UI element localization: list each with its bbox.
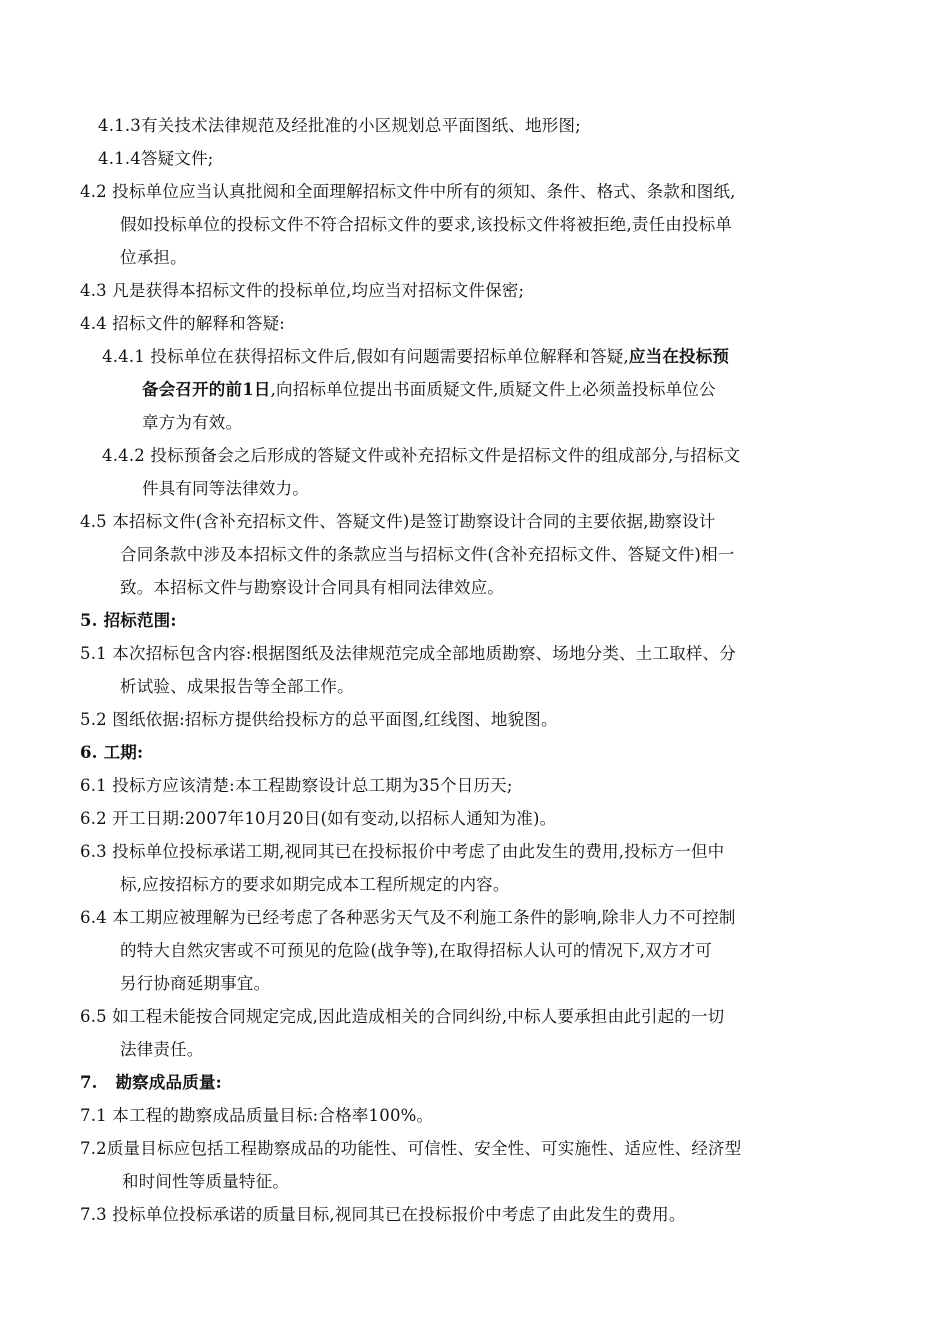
section-7-heading: 7. 勘察成品质量: (80, 1073, 222, 1092)
clause-4-2-line-2: 假如投标单位的投标文件不符合招标文件的要求,该投标文件将被拒绝,责任由投标单 (120, 215, 733, 234)
clause-6-1: 6.1 投标方应该清楚:本工程勘察设计总工期为35个日历天; (80, 776, 513, 795)
clause-4-4-2-line-2: 件具有同等法律效力。 (142, 479, 309, 498)
clause-4-4: 4.4 招标文件的解释和答疑: (80, 314, 286, 333)
clause-6-5-line-1: 6.5 如工程未能按合同规定完成,因此造成相关的合同纠纷,中标人要承担由此引起的一切 (80, 1007, 725, 1026)
clause-7-2-line-1: 7.2质量目标应包括工程勘察成品的功能性、可信性、安全性、可实施性、适应性、经济型 (80, 1139, 742, 1158)
clause-7-2-line-2: 和时间性等质量特征。 (122, 1172, 289, 1191)
clause-7-3: 7.3 投标单位投标承诺的质量目标,视同其已在投标报价中考虑了由此发生的费用。 (80, 1205, 686, 1224)
clause-4-5-line-1: 4.5 本招标文件(含补充招标文件、答疑文件)是签订勘察设计合同的主要依据,勘察设计 (80, 512, 716, 531)
clause-6-4-line-1: 6.4 本工期应被理解为已经考虑了各种恶劣天气及不利施工条件的影响,除非人力不可控制 (80, 908, 736, 927)
clause-4-1-3: 4.1.3有关技术法律规范及经批准的小区规划总平面图纸、地形图; (98, 116, 581, 135)
clause-7-1: 7.1 本工程的勘察成品质量目标:合格率100%。 (80, 1106, 434, 1125)
clause-4-4-2-line-1: 4.4.2 投标预备会之后形成的答疑文件或补充招标文件是招标文件的组成部分,与招标文 (102, 446, 741, 465)
clause-4-1-4: 4.1.4答疑文件; (98, 149, 214, 168)
clause-4-2-line-1: 4.2 投标单位应当认真批阅和全面理解招标文件中所有的须知、条件、格式、条款和图纸, (80, 182, 736, 201)
clause-5-1-line-1: 5.1 本次招标包含内容:根据图纸及法律规范完成全部地质勘察、场地分类、土工取样、分 (80, 644, 736, 663)
clause-6-3-line-2: 标,应按招标方的要求如期完成本工程所规定的内容。 (120, 875, 510, 894)
clause-4-4-1-line-1: 4.4.1 投标单位在获得招标文件后,假如有问题需要招标单位解释和答疑,应当在投标预 (102, 347, 730, 366)
clause-6-2: 6.2 开工日期:2007年10月20日(如有变动,以招标人通知为准)。 (80, 809, 557, 828)
clause-4-4-1-line-3: 章方为有效。 (142, 413, 243, 432)
clause-6-4-line-3: 另行协商延期事宜。 (120, 974, 271, 993)
clause-4-5-line-3: 致。本招标文件与勘察设计合同具有相同法律效应。 (120, 578, 505, 597)
clause-6-4-line-2: 的特大自然灾害或不可预见的危险(战争等),在取得招标人认可的情况下,双方才可 (120, 941, 712, 960)
section-6-heading: 6. 工期: (80, 743, 144, 762)
clause-5-1-line-2: 析试验、成果报告等全部工作。 (120, 677, 354, 696)
clause-4-5-line-2: 合同条款中涉及本招标文件的条款应当与招标文件(含补充招标文件、答疑文件)相一 (120, 545, 735, 564)
clause-4-2-line-3: 位承担。 (120, 248, 187, 267)
clause-6-5-line-2: 法律责任。 (120, 1040, 204, 1059)
clause-4-3: 4.3 凡是获得本招标文件的投标单位,均应当对招标文件保密; (80, 281, 525, 300)
clause-5-2: 5.2 图纸依据:招标方提供给投标方的总平面图,红线图、地貌图。 (80, 710, 558, 729)
clause-6-3-line-1: 6.3 投标单位投标承诺工期,视同其已在投标报价中考虑了由此发生的费用,投标方一但中 (80, 842, 725, 861)
clause-4-4-1-line-2: 备会召开的前1日,向招标单位提出书面质疑文件,质疑文件上必须盖投标单位公 (142, 380, 716, 399)
section-5-heading: 5. 招标范围: (80, 611, 177, 630)
